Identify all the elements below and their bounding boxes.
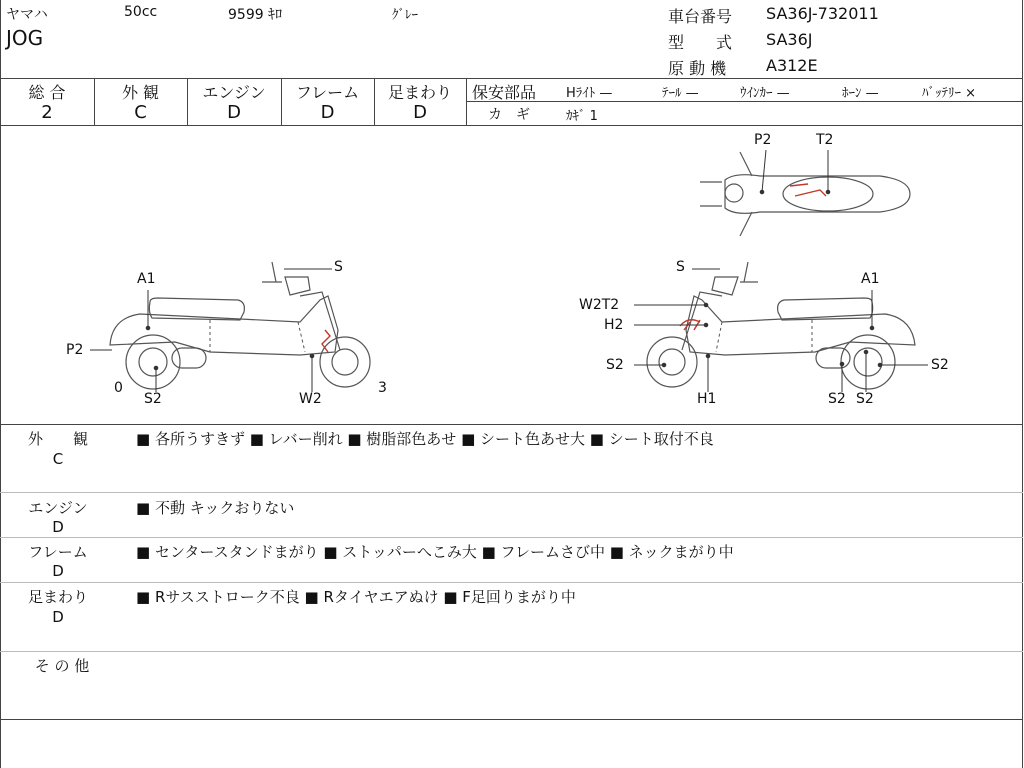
label-right-s2-b: S2 — [856, 391, 874, 407]
section-exterior-text: ■ 各所うすきず ■ レバー削れ ■ 樹脂部色あせ ■ シート色あせ大 ■ シート取付不良 — [136, 430, 714, 448]
section-suspension-grade: D — [52, 608, 64, 626]
chassis-value: SA36J-732011 — [766, 4, 879, 23]
safety-battery: ﾊﾞｯﾃﾘｰ × — [922, 86, 977, 101]
top-damage-mark — [790, 184, 826, 196]
section-suspension-text: ■ Rサスストローク不良 ■ Rタイヤエアぬけ ■ F足回りまがり中 — [136, 588, 576, 606]
score-header-overall: 総 合 — [28, 83, 66, 102]
label-right-s2-a: S2 — [828, 391, 846, 407]
section-exterior-grade: C — [52, 450, 64, 468]
section-exterior-label: 外 観 — [27, 430, 88, 448]
chassis-label: 車台番号 — [668, 7, 733, 26]
safety-horn: ﾎｰﾝ — — [842, 86, 879, 101]
model-name: JOG — [6, 26, 44, 50]
label-right-h2: H2 — [604, 317, 624, 333]
engine-value: A312E — [766, 56, 818, 75]
label-right-a1: A1 — [861, 271, 880, 287]
key-value: ｶｷﾞ 1 — [566, 109, 598, 124]
label-top-t2: T2 — [816, 132, 834, 148]
mileage: 9599 ｷﾛ — [228, 7, 283, 23]
label-right-s2-rear: S2 — [931, 357, 949, 373]
color-value: ｸﾞﾚｰ — [392, 8, 418, 23]
label-left-a1: A1 — [137, 271, 156, 287]
key-label: カ ギ — [488, 107, 530, 123]
label-right-s: S — [676, 259, 685, 275]
maker-name: ヤマハ — [6, 7, 48, 23]
score-header-exterior: 外 観 — [121, 83, 160, 102]
type-value: SA36J — [766, 30, 813, 49]
safety-winker: ｳｲﾝｶｰ — — [740, 86, 790, 101]
score-exterior: C — [134, 102, 147, 123]
score-engine: D — [227, 102, 241, 123]
score-frame: D — [320, 102, 335, 123]
label-left-w2: W2 — [299, 391, 322, 407]
safety-headlight: Hﾗｲﾄ — — [566, 86, 613, 101]
score-header-frame: フレーム — [295, 83, 360, 102]
safety-label: 保安部品 — [472, 83, 537, 102]
label-right-s2-front: S2 — [606, 357, 624, 373]
score-header-suspension: 足まわり — [387, 83, 452, 102]
label-left-s: S — [334, 259, 343, 275]
engine-label: 原 動 機 — [668, 59, 727, 78]
label-left-3: 3 — [378, 380, 387, 396]
type-label: 型 式 — [668, 33, 733, 52]
section-frame-grade: D — [52, 562, 64, 580]
label-right-w2t2: W2T2 — [579, 297, 620, 313]
section-frame-label: フレーム — [28, 543, 88, 561]
section-suspension-label: 足まわり — [27, 588, 88, 606]
label-right-h1: H1 — [697, 391, 717, 407]
section-other-label: そ の 他 — [34, 657, 90, 675]
label-left-0: 0 — [114, 380, 123, 396]
displacement: 50cc — [124, 4, 158, 20]
label-left-p2: P2 — [66, 342, 84, 358]
section-engine-grade: D — [52, 518, 64, 536]
score-header-engine: エンジン — [202, 83, 266, 102]
section-engine-label: エンジン — [28, 499, 88, 517]
score-overall: 2 — [41, 102, 53, 123]
section-frame-text: ■ センタースタンドまがり ■ ストッパーへこみ大 ■ フレームさび中 ■ ネックまがり中 — [136, 543, 734, 561]
label-top-p2: P2 — [754, 132, 772, 148]
section-engine-text: ■ 不動 キックおりない — [136, 499, 295, 517]
safety-tail: ﾃｰﾙ — — [662, 86, 699, 101]
score-suspension: D — [413, 102, 427, 123]
label-left-s2: S2 — [144, 391, 162, 407]
